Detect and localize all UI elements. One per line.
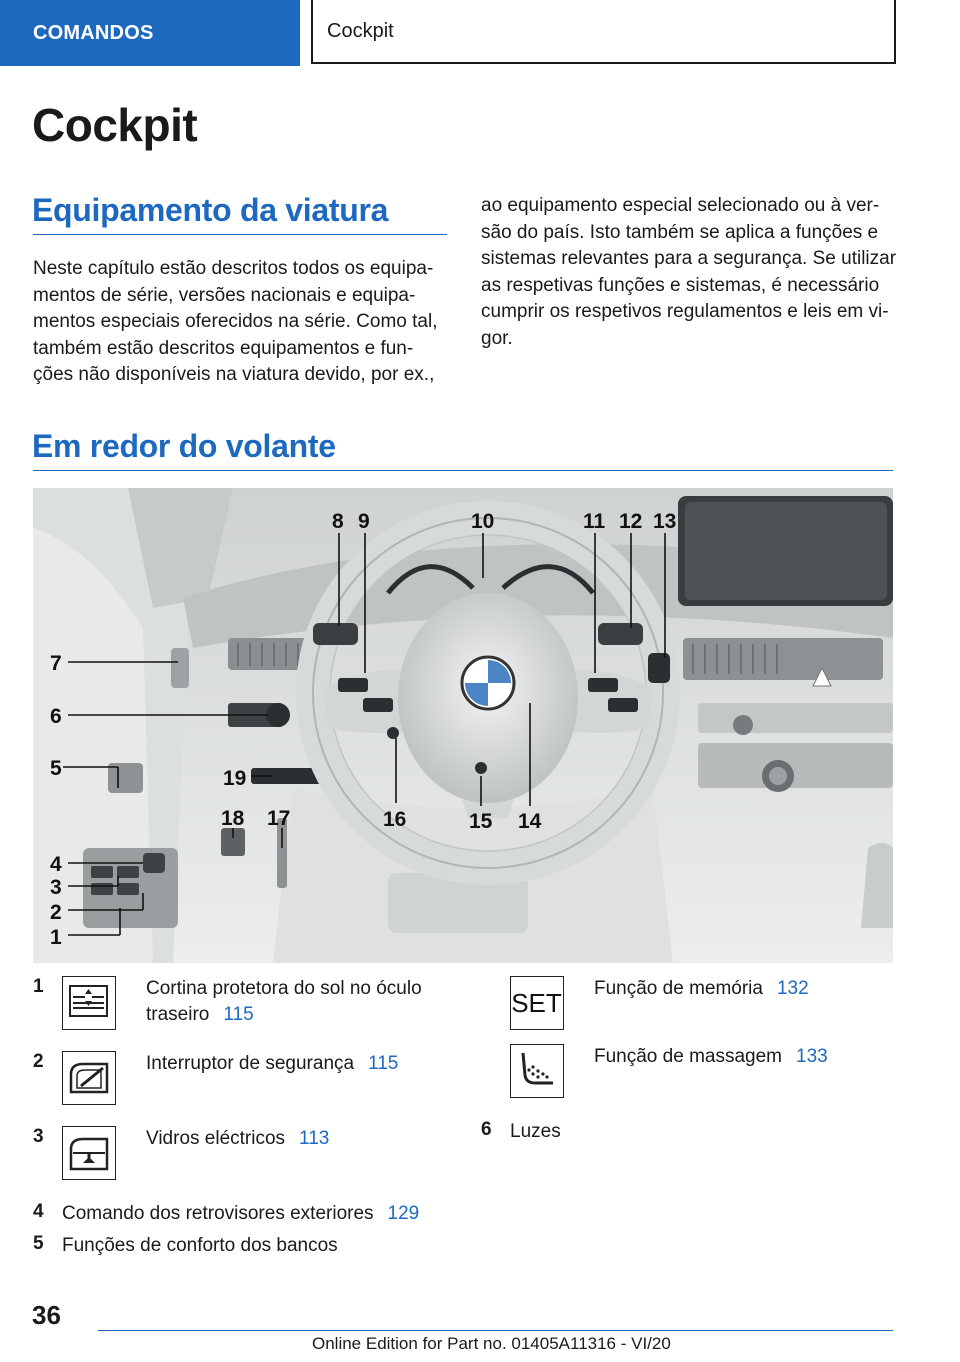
callout-number: 9: [358, 510, 370, 533]
legend-label: Função de massagem: [594, 1046, 782, 1067]
legend-number: 5: [33, 1233, 44, 1254]
sunblind-rear-icon: [62, 976, 116, 1030]
legend-label: Função de memória: [594, 978, 763, 999]
set-memory-icon: [510, 976, 564, 1030]
page-reference[interactable]: 115: [368, 1053, 399, 1074]
callout-number: 6: [50, 705, 62, 728]
text-line: mentos especiais oferecidos na série. Como tal,: [33, 311, 438, 332]
page-reference[interactable]: 132: [776, 978, 809, 999]
page-number: 36: [32, 1300, 61, 1330]
legend-text: [146, 1051, 398, 1077]
callout-number: 10: [471, 510, 495, 533]
text-line: as respetivas funções e sistemas, é necessário: [481, 274, 880, 296]
footer-rule: [98, 1330, 893, 1331]
page-reference[interactable]: 133: [796, 1046, 828, 1067]
callout-number: 8: [332, 510, 344, 533]
footer-edition: Online Edition for Part no. 01405A11316 - VI/20: [312, 1334, 671, 1353]
cockpit-drawing: [33, 488, 893, 963]
equipment-heading-rule: [33, 234, 447, 235]
page-reference[interactable]: 129: [387, 1203, 420, 1224]
legend-text: [594, 976, 809, 1002]
legend-label: Funções de conforto dos bancos: [62, 1235, 338, 1256]
callout-number: 12: [619, 510, 643, 533]
legend-label: traseiro: [146, 1004, 210, 1025]
legend-label: Interruptor de segurança: [146, 1053, 355, 1074]
steering-heading-rule: [33, 470, 893, 471]
legend-number: 3: [33, 1126, 44, 1147]
set-icon-text: SET: [511, 988, 562, 1018]
text-line: também estão descritos equipamentos e fun-: [33, 337, 414, 359]
legend-text: [62, 1201, 419, 1227]
text-line: ções não disponíveis na viatura devido, por ex.,: [33, 364, 435, 385]
callout-number: 17: [267, 807, 291, 830]
legend-number: 1: [33, 976, 44, 997]
callout-number: 14: [518, 810, 542, 833]
equipment-text-col1: [33, 256, 437, 389]
callout-number: 11: [583, 510, 606, 533]
legend-text: [62, 1233, 338, 1259]
steering-heading: Em redor do volante: [32, 428, 336, 464]
legend-number: 2: [33, 1051, 44, 1072]
callout-number: 5: [50, 757, 62, 780]
callout-number: 7: [50, 652, 62, 675]
chapter-tab[interactable]: Cockpit: [311, 0, 896, 64]
callout-number: 3: [50, 876, 62, 899]
page-reference[interactable]: 115: [223, 1004, 254, 1025]
massage-seat-icon: [510, 1044, 564, 1098]
page-title: Cockpit: [32, 99, 198, 151]
text-line: cumprir os respetivos regulamentos e leis em vi-: [481, 301, 889, 322]
legend-number: 4: [33, 1201, 44, 1222]
legend-label: Luzes: [510, 1121, 561, 1142]
callout-number: 4: [50, 853, 62, 876]
text-line: sistemas relevantes para a segurança. Se utilizar: [481, 248, 897, 269]
callout-number: 18: [221, 807, 245, 830]
text-line: Neste capítulo estão descritos todos os equipa-: [33, 258, 434, 279]
legend-text: [146, 976, 422, 1028]
text-line: gor.: [481, 327, 513, 349]
legend-text: [510, 1119, 561, 1145]
section-tab[interactable]: COMANDOS: [0, 0, 300, 66]
legend-label: Cortina protetora do sol no óculo: [146, 978, 422, 999]
text-line: são do país. Isto também se aplica a funções e: [481, 221, 879, 243]
legend-number: 6: [481, 1119, 492, 1140]
legend-label: Vidros eléctricos: [146, 1128, 286, 1149]
callout-number: 19: [223, 767, 247, 790]
page-reference[interactable]: 113: [299, 1128, 330, 1149]
callout-number: 2: [50, 901, 62, 924]
cockpit-illustration: [33, 488, 893, 963]
callout-number: 15: [469, 810, 493, 833]
callout-number: 13: [653, 510, 677, 533]
callout-number: 16: [383, 808, 407, 831]
power-window-icon: [62, 1126, 116, 1180]
callout-number: 1: [50, 926, 62, 949]
legend-label: Comando dos retrovisores exteriores: [62, 1203, 374, 1224]
equipment-text-col2: [481, 193, 896, 352]
equipment-heading: Equipamento da viatura: [32, 192, 389, 228]
text-line: mentos de série, versões nacionais e equipa-: [33, 284, 416, 306]
safety-switch-icon: [62, 1051, 116, 1105]
text-line: ao equipamento especial selecionado ou à ver-: [481, 195, 880, 216]
legend-text: [146, 1126, 329, 1152]
legend-text: [594, 1044, 828, 1070]
